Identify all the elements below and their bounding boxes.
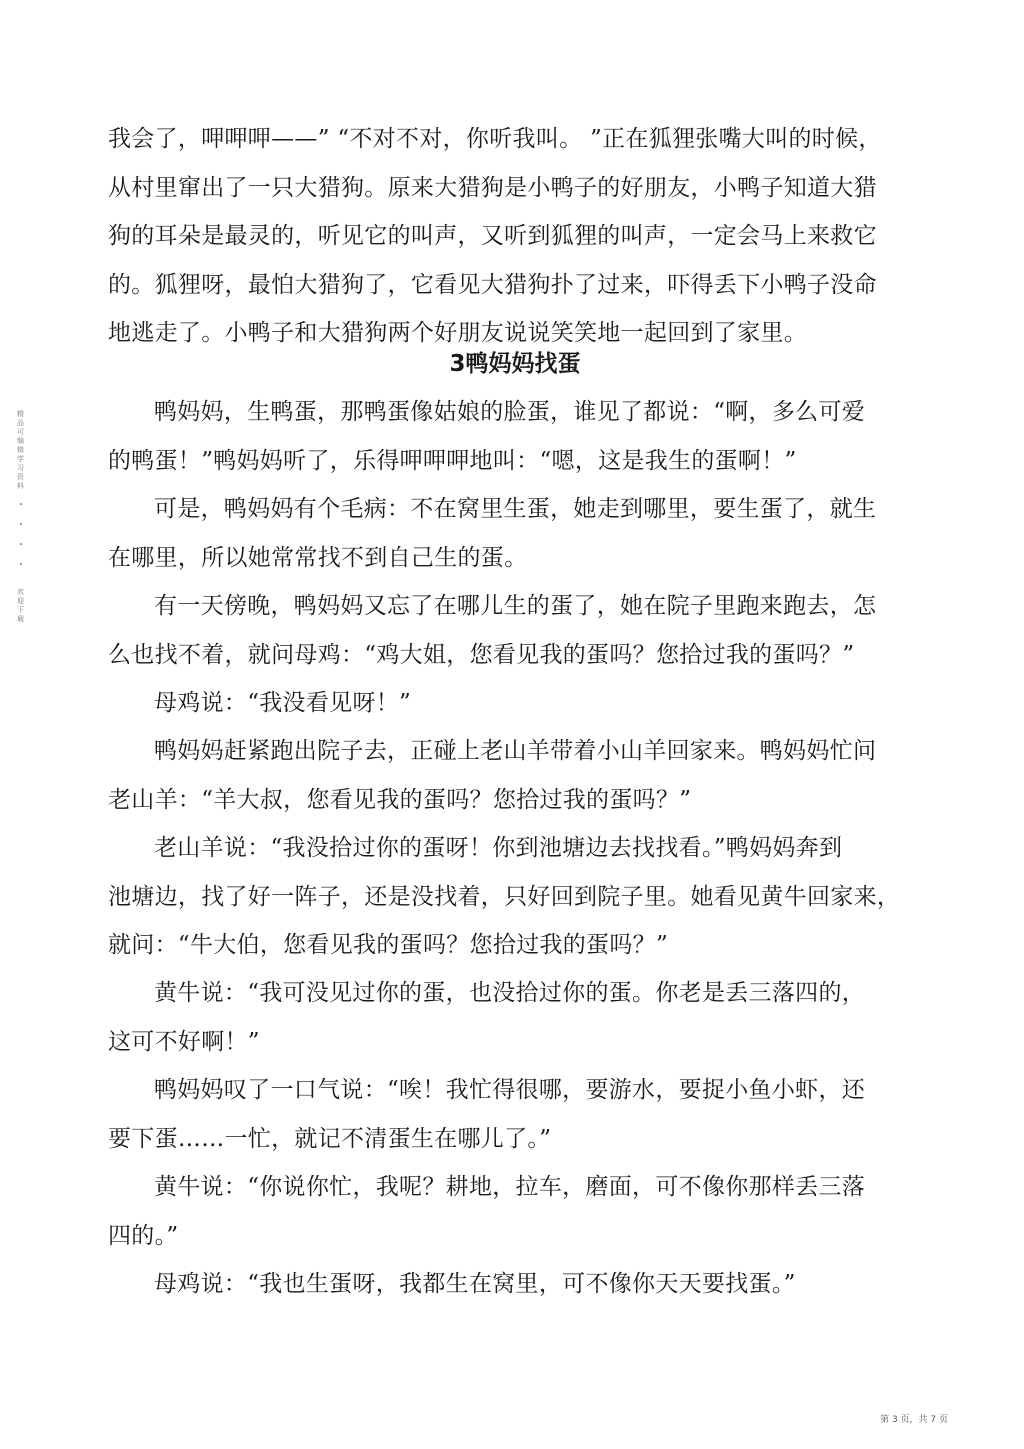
text-line: 老山羊说：“我没拾过你的蛋呀！你到池塘边去找找看。”鸭妈妈奔到 [154, 835, 843, 861]
story-paragraph-10 [108, 1260, 888, 1309]
text-line: 就问：“牛大伯，您看见我的蛋吗？您拾过我的蛋吗？” [108, 932, 669, 958]
text-line: 狗的耳朵是最灵的，听见它的叫声，又听到狐狸的叫声，一定会马上来救它 [108, 223, 877, 249]
text-line: 鸭妈妈赶紧跑出院子去，正碰上老山羊带着小山羊回家来。鸭妈妈忙问 [154, 738, 877, 764]
text-line: 要下蛋……一忙，就记不清蛋生在哪儿了。” [108, 1125, 552, 1152]
story-paragraph-1 [108, 388, 888, 485]
text-line: 的。狐狸呀，最怕大猎狗了，它看见大猎狗扑了过来，吓得丢下小鸭子没命 [108, 271, 877, 298]
page-number-footer: 第 3 页，共 7 页 [880, 1415, 948, 1425]
text-line: 母鸡说：“我也生蛋呀，我都生在窝里，可不像你天天要找蛋。” [154, 1271, 796, 1297]
story-title: 3鸭妈妈找蛋 [449, 351, 581, 377]
intro-paragraph [108, 115, 888, 358]
text-line: 池塘边，找了好一阵子，还是没找着，只好回到院子里。她看见黄牛回家来， [108, 883, 901, 910]
text-line: 鸭妈妈叹了一口气说：“唉！我忙得很哪，要游水，要捉小鱼小虾，还 [154, 1077, 866, 1103]
text-line: 在哪里，所以她常常找不到自己生的蛋。 [108, 544, 528, 571]
story-paragraph-9 [108, 1163, 888, 1260]
text-line: 的鸭蛋！”鸭妈妈听了，乐得呷呷呷地叫：“嗯，这是我生的蛋啊！” [108, 447, 797, 474]
text-line: 黄牛说：“我可没见过你的蛋，也没拾过你的蛋。你老是丢三落四的， [154, 980, 866, 1006]
story-paragraph-7 [108, 969, 888, 1066]
text-line: 可是，鸭妈妈有个毛病：不在窝里生蛋，她走到哪里，要生蛋了，就生 [154, 496, 877, 522]
story-paragraph-8 [108, 1066, 888, 1163]
story-paragraph-3 [108, 582, 888, 679]
text-line: 么也找不着，就问母鸡：“鸡大姐，您看见我的蛋吗？您拾过我的蛋吗？” [108, 641, 855, 668]
margin-dots: • • • • [19, 501, 24, 569]
story-paragraph-6 [108, 824, 901, 970]
text-line: 四的。” [108, 1222, 179, 1249]
story-paragraph-5 [108, 727, 888, 824]
text-line: 鸭妈妈，生鸭蛋，那鸭蛋像姑娘的脸蛋，谁见了都说：“啊，多么可爱 [154, 399, 866, 425]
text-line: 我会了，呷呷呷——” “不对不对，你听我叫。 ”正在狐狸张嘴大叫的时候， [108, 126, 882, 152]
text-line: 地逃走了。小鸭子和大猎狗两个好朋友说说笑笑地一起回到了家里。 [108, 320, 807, 346]
story-paragraph-2 [108, 485, 888, 582]
text-line: 黄牛说：“你说你忙，我呢？耕地，拉车，磨面，可不像你那样丢三落 [154, 1174, 866, 1200]
text-line: 这可不好啊！” [108, 1028, 260, 1055]
margin-watermark-top: 精品可编辑学习资料 [17, 410, 24, 490]
text-line: 母鸡说：“我没看见呀！” [154, 690, 412, 716]
text-line: 从村里窜出了一只大猎狗。原来大猎狗是小鸭子的好朋友，小鸭子知道大猎 [108, 174, 877, 201]
text-line: 老山羊：“羊大叔，您看见我的蛋吗？您拾过我的蛋吗？” [108, 786, 692, 813]
text-line: 有一天傍晚，鸭妈妈又忘了在哪儿生的蛋了，她在院子里跑来跑去，怎 [154, 593, 877, 619]
story-paragraph-4 [108, 679, 888, 728]
margin-watermark-bottom: 欢迎下载 [17, 588, 24, 623]
